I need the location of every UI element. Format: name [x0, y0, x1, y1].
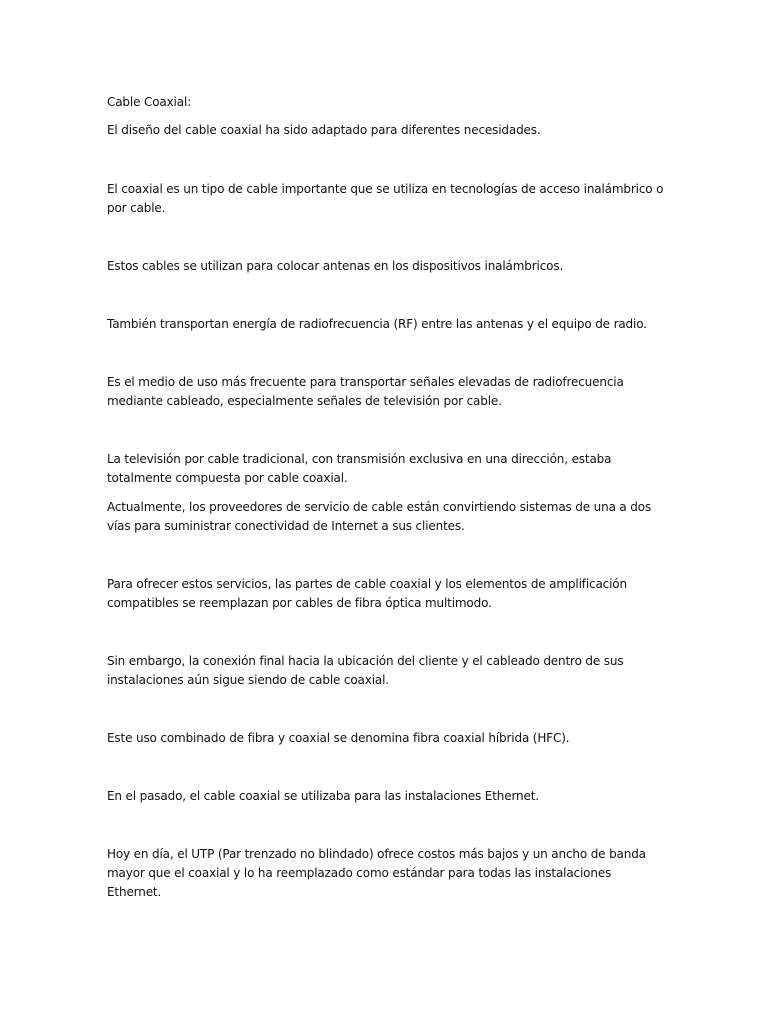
- paragraph: Sin embargo, la conexión final hacia la ubicación del cliente y el cableado dentro de sus instalaciones aún sigue siendo de cable coaxial.: [107, 654, 624, 687]
- paragraph: Estos cables se utilizan para colocar antenas en los dispositivos inalámbricos.: [107, 259, 564, 273]
- paragraph: También transportan energía de radiofrecuencia (RF) entre las antenas y el equipo de radio.: [107, 317, 647, 331]
- paragraph: Actualmente, los proveedores de servicio de cable están convirtiendo sistemas de una a dos vías para suministrar conectividad de Internet a sus clientes.: [107, 500, 652, 533]
- paragraph: Este uso combinado de fibra y coaxial se denomina fibra coaxial híbrida (HFC).: [107, 731, 570, 745]
- paragraph: El coaxial es un tipo de cable importante que se utiliza en tecnologías de acceso inalámbrico o por cable.: [107, 182, 664, 215]
- paragraph: Para ofrecer estos servicios, las partes de cable coaxial y los elementos de amplificación compatibles se reemplazan por cables de fibra óptica multimodo.: [107, 577, 627, 610]
- doc-heading: Cable Coaxial:: [107, 95, 192, 109]
- paragraph: En el pasado, el cable coaxial se utilizaba para las instalaciones Ethernet.: [107, 789, 539, 803]
- paragraph: Es el medio de uso más frecuente para transportar señales elevadas de radiofrecuencia mediante cableado, especialmente señales de televisión por cable.: [107, 375, 624, 408]
- paragraph: El diseño del cable coaxial ha sido adaptado para diferentes necesidades.: [107, 123, 541, 137]
- paragraph: La televisión por cable tradicional, con transmisión exclusiva en una dirección, estaba totalmente compuesta por cable coaxial.: [107, 452, 612, 485]
- paragraph: Hoy en día, el UTP (Par trenzado no blindado) ofrece costos más bajos y un ancho de banda mayor que el coaxial y lo ha reemplazado como estándar para todas las instalaciones Ethernet.: [107, 847, 646, 899]
